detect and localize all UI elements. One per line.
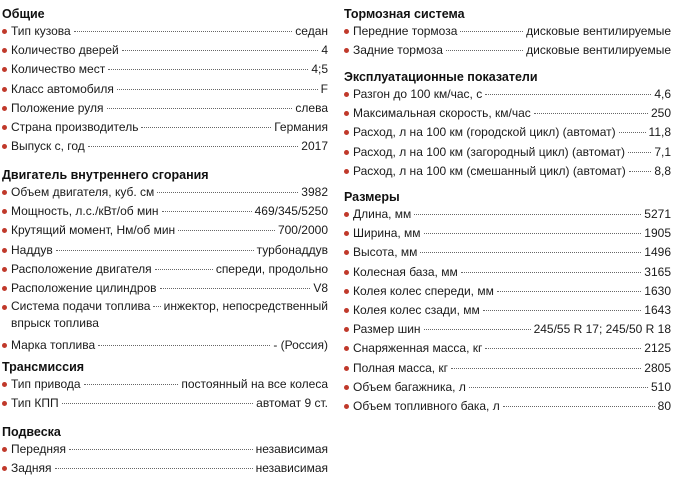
spec-row: [2, 22, 328, 41]
spec-label: Объем багажника, л: [353, 379, 466, 394]
spec-section: [344, 69, 671, 181]
spec-row: [2, 375, 328, 394]
dot-leader: [55, 468, 253, 469]
spec-label: Тип кузова: [11, 24, 71, 38]
spec-row: [344, 301, 671, 320]
spec-label: Страна производитель: [11, 119, 139, 134]
spec-value: Германия: [274, 119, 328, 134]
dot-leader: [424, 233, 642, 234]
spec-value: 2017: [301, 139, 328, 154]
spec-row: [344, 205, 671, 224]
spec-label: Колея колес сзади, мм: [353, 302, 480, 317]
spec-value: дисковые вентилируемые: [526, 24, 671, 38]
dot-leader: [74, 31, 293, 32]
spec-label: Колея колес спереди, мм: [353, 283, 494, 298]
spec-value: дисковые вентилируемые: [526, 43, 671, 58]
spec-value: 4,6: [654, 87, 671, 101]
spec-value: 2125: [644, 341, 671, 356]
spec-label: Максимальная скорость, км/час: [353, 106, 531, 121]
dot-leader: [629, 171, 652, 172]
spec-label: Количество дверей: [11, 43, 119, 58]
spec-label: Расход, л на 100 км (загородный цикл) (автомат): [353, 144, 625, 159]
spec-value: V8: [313, 280, 328, 295]
dot-leader: [117, 89, 318, 90]
section-title: Трансмиссия: [2, 360, 85, 374]
spec-row: [2, 241, 328, 260]
spec-row: [344, 143, 671, 162]
section-title: Общие: [2, 7, 45, 21]
spec-row: [2, 202, 328, 221]
spec-value: автомат 9 ст.: [256, 396, 328, 411]
dot-leader: [178, 230, 275, 231]
spec-value: инжектор, непосредственный: [163, 299, 328, 314]
dot-leader: [451, 368, 641, 369]
spec-label: Расход, л на 100 км (городской цикл) (автомат): [353, 125, 616, 140]
spec-label: Передние тормоза: [353, 24, 458, 38]
spec-row: [344, 104, 671, 123]
spec-label: Высота, мм: [353, 245, 418, 260]
spec-label: Ширина, мм: [353, 226, 421, 241]
spec-row: [2, 183, 328, 202]
dot-leader: [619, 132, 646, 133]
spec-label: Класс автомобиля: [11, 81, 114, 96]
spec-row: [344, 282, 671, 301]
spec-label: Объем топливного бака, л: [353, 398, 500, 413]
spec-row: [2, 99, 328, 118]
dot-leader: [107, 108, 293, 109]
dot-leader: [461, 272, 642, 273]
spec-value: 469/345/5250: [254, 204, 328, 219]
spec-label: Марка топлива: [11, 338, 96, 353]
spec-value: 250: [650, 106, 671, 121]
spec-row: [344, 320, 671, 339]
spec-value: 4;5: [311, 62, 328, 77]
spec-label: Мощность, л.с./кВт/об мин: [11, 204, 159, 219]
dot-leader: [420, 252, 641, 253]
dot-leader: [446, 50, 523, 51]
dot-leader: [160, 288, 311, 289]
spec-value: слева: [295, 100, 328, 115]
spec-row: [344, 224, 671, 243]
spec-label: Задняя: [11, 461, 52, 476]
spec-row: [2, 260, 328, 279]
spec-row: [2, 336, 328, 355]
spec-value: 11,8: [648, 125, 671, 140]
dot-leader: [141, 127, 271, 128]
spec-label: Задние тормоза: [353, 43, 443, 58]
spec-section: [2, 424, 328, 478]
spec-section: [344, 6, 671, 60]
dot-leader: [88, 146, 299, 147]
spec-row: [344, 41, 671, 60]
spec-row: [2, 137, 328, 156]
section-title: Тормозная система: [344, 7, 465, 21]
spec-row: [344, 378, 671, 397]
spec-label: Тип привода: [11, 377, 81, 391]
spec-label: Крутящий момент, Нм/об мин: [11, 223, 176, 238]
dot-leader: [503, 406, 655, 407]
spec-row: [2, 440, 328, 459]
dot-leader: [122, 50, 319, 51]
spec-label: Выпуск с, год: [11, 139, 85, 154]
spec-row: [344, 243, 671, 262]
spec-value: 7,1: [654, 144, 671, 159]
spec-row: [2, 80, 328, 99]
dot-leader: [469, 387, 648, 388]
dot-leader: [485, 348, 641, 349]
dot-leader: [460, 31, 523, 32]
spec-value: турбонаддув: [256, 242, 328, 257]
dot-leader: [62, 403, 254, 404]
spec-section: [2, 359, 328, 413]
spec-value: 80: [657, 398, 671, 413]
spec-row: [344, 339, 671, 358]
dot-leader: [108, 69, 308, 70]
spec-label: Снаряженная масса, кг: [353, 341, 483, 356]
dot-leader: [84, 384, 179, 385]
spec-value-continued: впрыск топлива: [11, 316, 99, 331]
spec-label: Наддув: [11, 242, 53, 257]
spec-label: Размер шин: [353, 322, 421, 337]
dot-leader: [155, 269, 213, 270]
spec-value: 3165: [644, 264, 671, 279]
spec-value: седан: [295, 24, 328, 38]
spec-row: [2, 279, 328, 298]
spec-label: Система подачи топлива: [11, 299, 151, 314]
spec-row: [344, 123, 671, 142]
spec-row: [2, 41, 328, 60]
dot-leader: [628, 152, 651, 153]
dot-leader: [534, 113, 648, 114]
spec-value: 510: [650, 379, 671, 394]
dot-leader: [98, 345, 270, 346]
spec-row: [344, 263, 671, 282]
spec-row: [2, 221, 328, 240]
dot-leader: [497, 291, 641, 292]
section-title: Размеры: [344, 190, 400, 204]
spec-value: спереди, продольно: [215, 261, 328, 276]
spec-value: 3982: [301, 185, 328, 199]
spec-row: [2, 60, 328, 79]
dot-leader: [162, 211, 252, 212]
spec-value: 1643: [644, 302, 671, 317]
spec-label: Тип КПП: [11, 396, 59, 411]
spec-label: Объем двигателя, куб. см: [11, 185, 155, 199]
spec-section: [2, 6, 328, 156]
dot-leader: [56, 250, 254, 251]
spec-label: Разгон до 100 км/час, с: [353, 87, 483, 101]
spec-label: Передняя: [11, 442, 67, 456]
spec-value: постоянный на все колеса: [181, 377, 328, 391]
dot-leader: [153, 306, 160, 307]
spec-value: 2805: [644, 360, 671, 375]
spec-label: Расположение цилиндров: [11, 280, 157, 295]
spec-value: 700/2000: [277, 223, 328, 238]
spec-label: Количество мест: [11, 62, 106, 77]
spec-value: F: [320, 81, 328, 96]
spec-value: 1905: [644, 226, 671, 241]
dot-leader: [485, 94, 651, 95]
spec-label: Колесная база, мм: [353, 264, 458, 279]
spec-row: [344, 397, 671, 416]
spec-label: Длина, мм: [353, 207, 412, 221]
section-title: Подвеска: [2, 425, 61, 439]
spec-row: [2, 459, 328, 478]
spec-row: [344, 22, 671, 41]
spec-label: Полная масса, кг: [353, 360, 449, 375]
spec-label: Расположение двигателя: [11, 261, 152, 276]
spec-label: Положение руля: [11, 100, 104, 115]
section-title: Эксплуатационные показатели: [344, 70, 538, 84]
spec-section: [344, 189, 671, 416]
spec-row: [2, 298, 328, 336]
spec-row: [344, 85, 671, 104]
spec-value: 5271: [644, 207, 671, 221]
dot-leader: [157, 192, 298, 193]
dot-leader: [414, 214, 641, 215]
spec-value: 245/55 R 17; 245/50 R 18: [533, 322, 671, 337]
spec-value: независимая: [255, 442, 328, 456]
spec-value: - (Россия): [273, 338, 328, 353]
spec-label: Расход, л на 100 км (смешанный цикл) (автомат): [353, 163, 626, 178]
spec-value: независимая: [255, 461, 328, 476]
spec-value: 4: [321, 43, 328, 58]
dot-leader: [69, 449, 253, 450]
section-title: Двигатель внутреннего сгорания: [2, 168, 209, 182]
spec-row: [344, 359, 671, 378]
spec-value: 8,8: [654, 163, 671, 178]
spec-value: 1496: [644, 245, 671, 260]
spec-section: [2, 167, 328, 355]
spec-value: 1630: [644, 283, 671, 298]
spec-row: [2, 118, 328, 137]
dot-leader: [424, 329, 531, 330]
spec-row: [2, 394, 328, 413]
spec-row: [344, 162, 671, 181]
dot-leader: [483, 310, 642, 311]
